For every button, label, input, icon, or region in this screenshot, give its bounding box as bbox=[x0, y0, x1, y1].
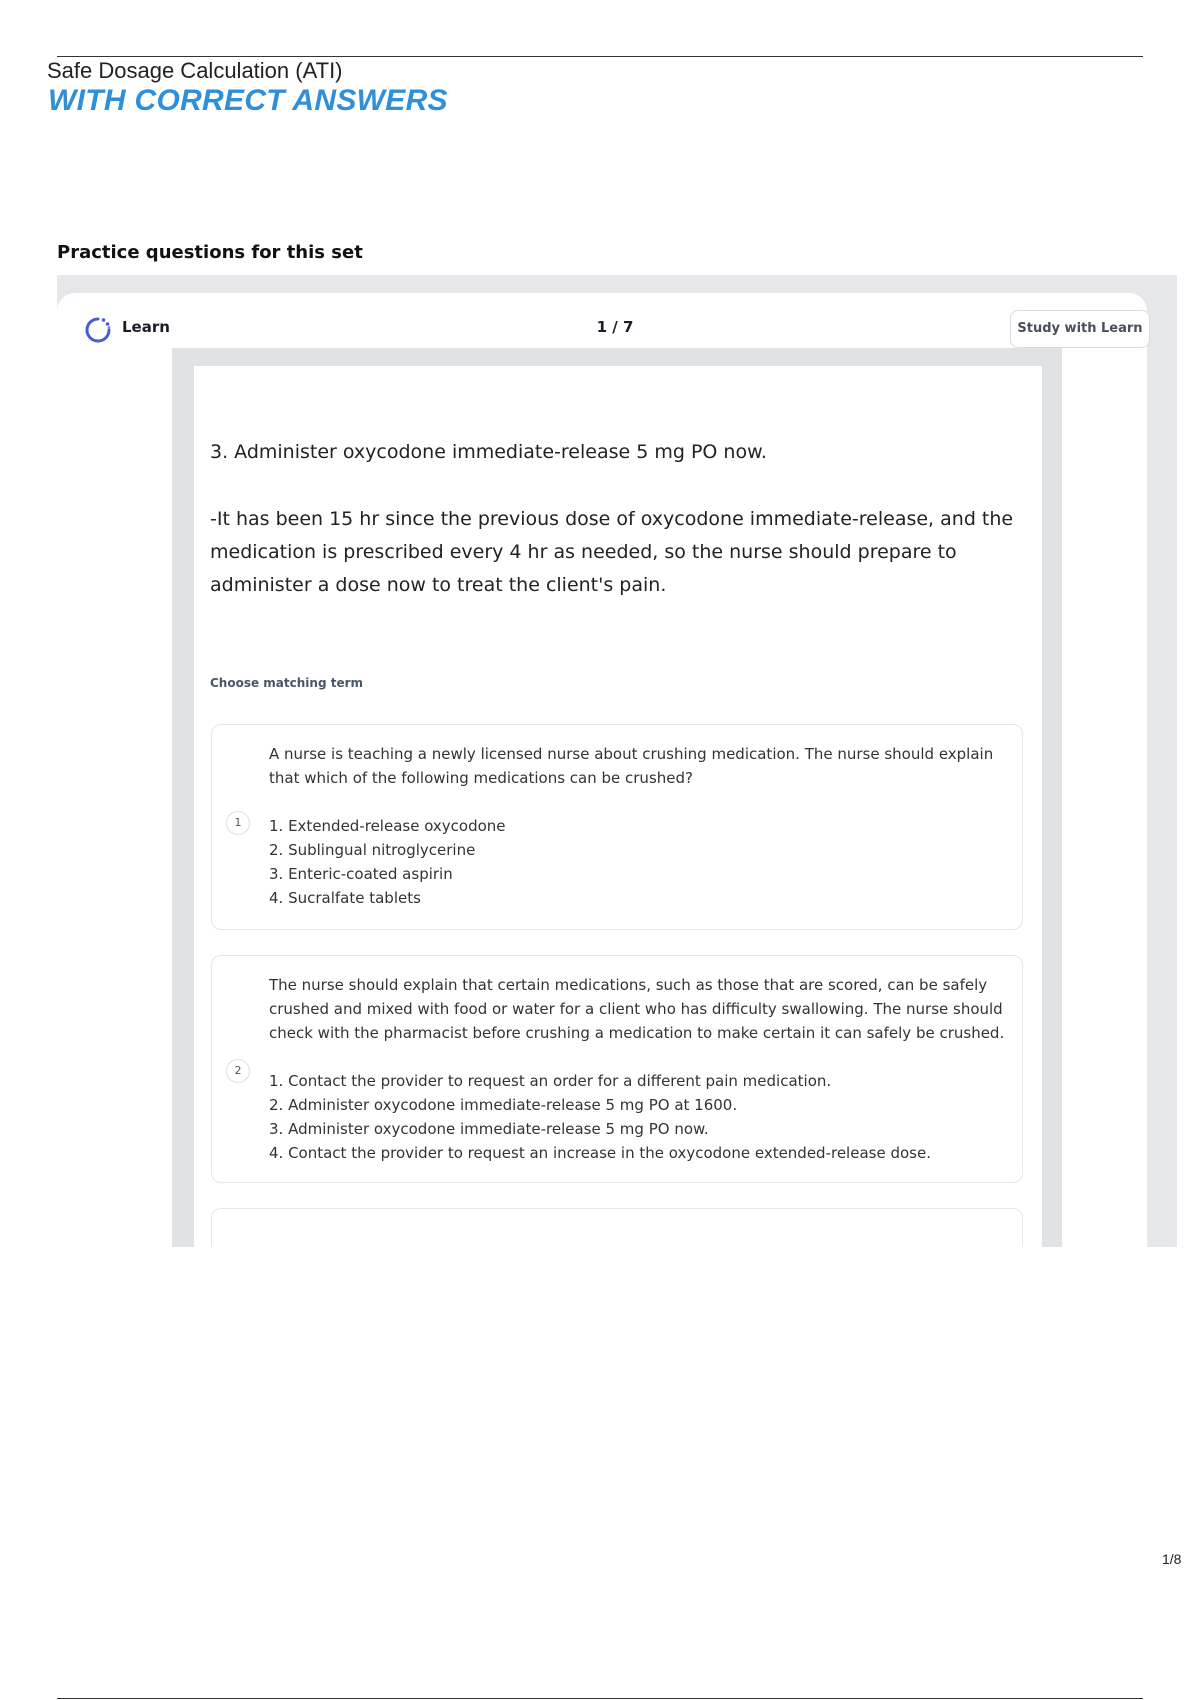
section-heading: Practice questions for this set bbox=[57, 242, 363, 263]
list-item: 1. Extended-release oxycodone bbox=[269, 817, 506, 835]
list-item: 4. Sucralfate tablets bbox=[269, 889, 421, 907]
card-counter: 1 / 7 bbox=[596, 318, 634, 336]
page-background bbox=[0, 1247, 1200, 1687]
document-title: Safe Dosage Calculation (ATI) bbox=[47, 58, 343, 83]
option-question: The nurse should explain that certain medications, such as those that are scored, can be safely crushed and mixed with food or water for a client who has difficulty swallowing. The nurse should check with the pharmacist before crushing a medication to make certain it can safely be crushed. bbox=[269, 976, 1005, 1042]
list-item: 3. Enteric-coated aspirin bbox=[269, 865, 453, 883]
option-question: A nurse is teaching a newly licensed nurse about crushing medication. The nurse should explain that which of the following medications can be crushed? bbox=[269, 745, 994, 787]
list-item: 1. Contact the provider to request an order for a different pain medication. bbox=[269, 1072, 832, 1090]
option-card-1[interactable] bbox=[211, 724, 1023, 930]
option-choices-list bbox=[269, 814, 1009, 910]
list-item: 2. Administer oxycodone immediate-release 5 mg PO at 1600. bbox=[269, 1096, 738, 1114]
list-item: 4. Contact the provider to request an increase in the oxycodone extended-release dose. bbox=[269, 1144, 931, 1162]
option-number-badge: 1 bbox=[226, 811, 250, 835]
study-with-learn-button[interactable]: Study with Learn bbox=[1010, 310, 1150, 348]
page-number: 1/8 bbox=[1162, 1551, 1182, 1567]
option-choices-list bbox=[269, 1069, 1009, 1165]
learn-spinner-icon bbox=[84, 315, 112, 345]
answer-text: 3. Administer oxycodone immediate-release 5 mg PO now. bbox=[210, 441, 767, 463]
option-card-2[interactable] bbox=[211, 955, 1023, 1183]
header-rule bbox=[57, 56, 1143, 57]
option-number-badge: 2 bbox=[226, 1059, 250, 1083]
list-item: 2. Sublingual nitroglycerine bbox=[269, 841, 476, 859]
footer-rule bbox=[57, 1698, 1143, 1699]
learn-label: Learn bbox=[122, 318, 170, 336]
choose-matching-term-label: Choose matching term bbox=[210, 676, 364, 690]
list-item: 3. Administer oxycodone immediate-release 5 mg PO now. bbox=[269, 1120, 709, 1138]
explanation-text: -It has been 15 hr since the previous dose of oxycodone immediate-release, and the medication is prescribed every 4 hr as needed, so the nurse should prepare to administer a dose now to treat the client's pain. bbox=[210, 508, 1014, 596]
document-subtitle: WITH CORRECT ANSWERS bbox=[48, 84, 448, 117]
